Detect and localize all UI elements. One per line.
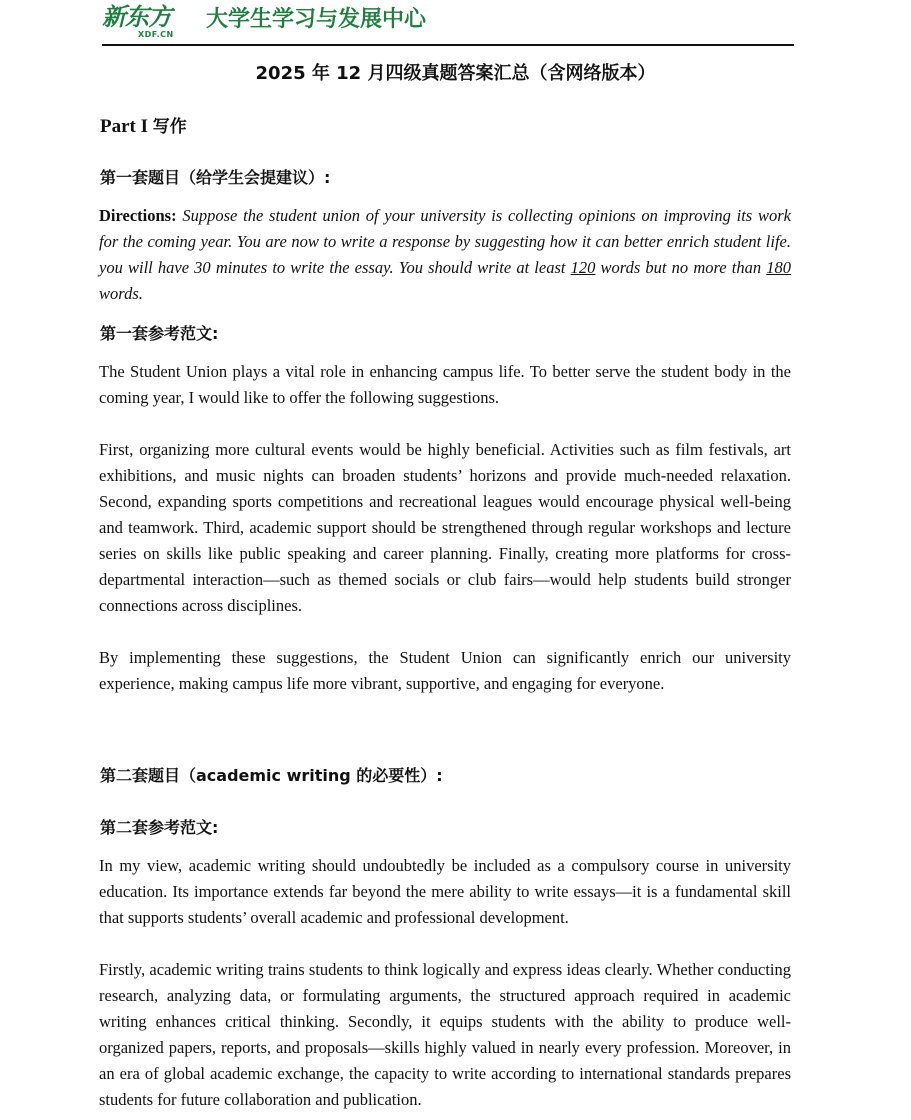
center-name: 大学生学习与发展中心: [206, 7, 427, 32]
set1-paragraph-1: The Student Union plays a vital role in enhancing campus life. To better serve the student body in the coming year, I would like to offer the following suggestions.: [99, 362, 791, 407]
directions-label: Directions:: [99, 206, 177, 225]
directions-max-words: 180: [766, 258, 792, 277]
xdf-logo: [102, 4, 190, 40]
directions-text-3: words.: [99, 284, 143, 303]
set2-heading: 第二套题目（academic writing 的必要性）:: [100, 766, 443, 785]
document-title: 2025 年 12 月四级真题答案汇总（含网络版本）: [255, 63, 656, 84]
set2-paragraph-2: Firstly, academic writing trains students to think logically and express ideas clearly. Whether conducting research, analyzing data, or formulating arguments, the structured approach required in academic writing enhances critical thinking. Secondly, it equips students with the ability to produce well-organized papers, reports, and proposals—skills highly valued in nearly every profession. Moreover, in an era of global academic exchange, the capacity to write according to international standards prepares students for future collaboration and publication.: [99, 960, 791, 1109]
directions-text-2: words but no more than: [600, 258, 762, 277]
directions-text-1: Suppose the student union of your university is collecting opinions on improving its work for the coming year. You are now to write a response by suggesting how it can better enrich student life. you will have 30 minutes to write the essay. You should write at least: [99, 206, 791, 277]
part-label: Part I: [100, 116, 149, 137]
logo-text: 新东方: [102, 3, 171, 31]
set2-paragraph-1: In my view, academic writing should undoubtedly be included as a compulsory course in university education. Its importance extends far beyond the mere ability to write essays—it is a fundamental skill that supports students’ overall academic and professional development.: [99, 856, 791, 927]
set2-sample-heading: 第二套参考范文:: [100, 818, 219, 837]
set1-paragraph-2: First, organizing more cultural events would be highly beneficial. Activities such as film festivals, art exhibitions, and music nights can broaden students’ horizons and provide much-needed relaxation. Second, expanding sports competitions and recreational leagues would encourage physical well-being and teamwork. Third, academic support should be strengthened through regular workshops and lecture series on skills like public speaking and career planning. Finally, creating more platforms for cross-departmental interaction—such as themed socials or club fairs—would help students build stronger connections across disciplines.: [99, 440, 791, 615]
set1-sample-heading: 第一套参考范文:: [100, 324, 219, 343]
set1-heading: 第一套题目（给学生会提建议）:: [100, 168, 331, 187]
logo-subtext: XDF.CN: [138, 30, 174, 39]
page-header: [102, 0, 794, 46]
set1-paragraph-3: By implementing these suggestions, the Student Union can significantly enrich our university experience, making campus life more vibrant, supportive, and engaging for everyone.: [99, 648, 791, 693]
part-title: [100, 114, 187, 140]
directions-paragraph: [99, 203, 791, 307]
directions-min-words: 120: [570, 258, 596, 277]
part-cn-label: 写作: [152, 117, 187, 137]
